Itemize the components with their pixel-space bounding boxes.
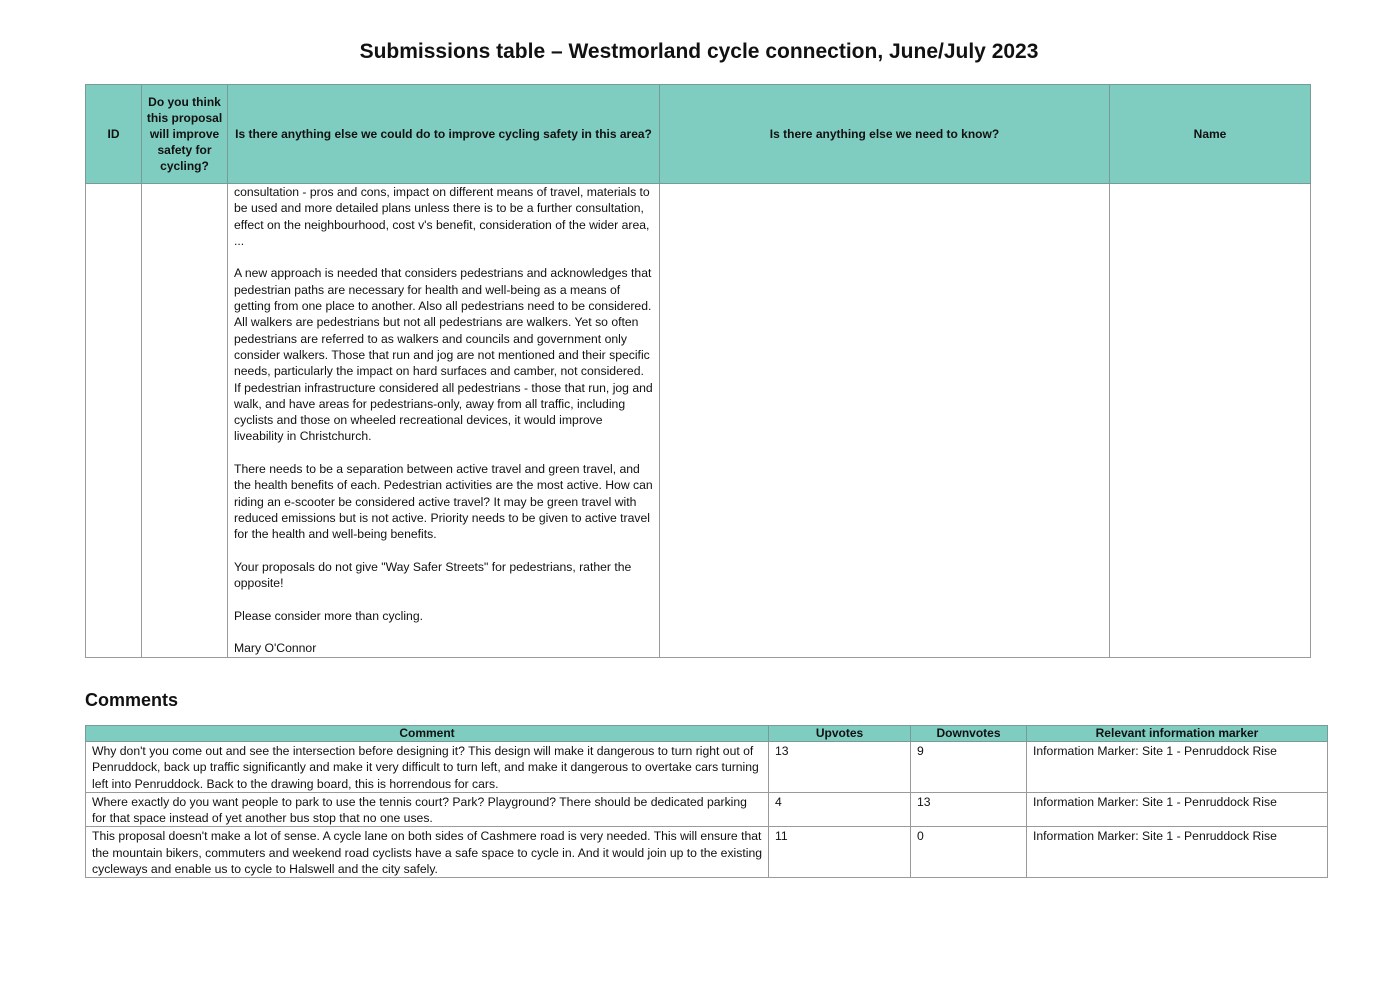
submission-name-cell	[1110, 184, 1311, 658]
comment-row	[86, 742, 1328, 793]
submission-need-to-know-cell	[660, 184, 1110, 658]
comment-downvotes: 0	[911, 827, 1027, 878]
submission-id-cell	[86, 184, 142, 658]
comment-text: Why don't you come out and see the intersection before designing it? This design will make it dangerous to turn right out of Penruddock, back up traffic significantly and make it very difficult to turn left, and make it dangerous to overtake cars turning left into Penruddock. Back to the drawing board, this is horrendous for cars.	[86, 742, 769, 793]
submission-paragraph: A new approach is needed that considers pedestrians and acknowledges that pedestrian paths are necessary for health and well-being as a means of getting from one place to another. Also all pedestrians need to be considered. All walkers are pedestrians but not all pedestrians are walkers. Yet so often pedestrians are referred to as walkers and councils and government only consider walkers. Those that run and jog are not mentioned and their specific needs, particularly the impact on hard surfaces and camber, not considered. If pedestrian infrastructure considered all pedestrians - those that run, jog and walk, and have areas for pedestrians-only, away from all traffic, including cyclists and those on wheeled recreational devices, it would improve liveability in Christchurch.	[234, 266, 653, 444]
submission-paragraph: Your proposals do not give "Way Safer Streets" for pedestrians, rather the opposite!	[234, 559, 632, 591]
comments-header-row	[86, 726, 1328, 742]
comments-title: Comments	[85, 690, 179, 710]
comment-text: Where exactly do you want people to park to use the tennis court? Park? Playground? There should be dedicated parking for that space instead of yet another bus stop that no one uses.	[86, 792, 769, 827]
header-improve-cycling: Is there anything else we could do to improve cycling safety in this area?	[228, 85, 660, 184]
comment-marker: Information Marker: Site 1 - Penruddock Rise	[1027, 792, 1328, 827]
submissions-table	[85, 84, 1311, 658]
header-id: ID	[86, 85, 142, 184]
header-name: Name	[1110, 85, 1311, 184]
submission-paragraph: consultation - pros and cons, impact on different means of travel, materials to be used and more detailed plans unless there is to be a further consultation, effect on the neighbourhood, cost v's benefit, consideration of the wider area, ...	[234, 185, 650, 248]
header-improve-safety: Do you think this proposal will improve safety for cycling?	[142, 85, 228, 184]
comment-downvotes: 13	[911, 792, 1027, 827]
page-title: Submissions table – Westmorland cycle connection, June/July 2023	[359, 40, 1039, 63]
header-upvotes: Upvotes	[769, 726, 911, 742]
comments-table	[85, 725, 1328, 878]
comment-row	[86, 827, 1328, 878]
comment-text: This proposal doesn't make a lot of sense. A cycle lane on both sides of Cashmere road is very needed. This will ensure that the mountain bikers, commuters and weekend road cyclists have a safe space to cycle in. And it would join up to the existing cycleways and enable us to cycle to Halswell and the city safely.	[86, 827, 769, 878]
header-need-to-know: Is there anything else we need to know?	[660, 85, 1110, 184]
comment-row	[86, 792, 1328, 827]
comment-upvotes: 4	[769, 792, 911, 827]
comment-marker: Information Marker: Site 1 - Penruddock Rise	[1027, 742, 1328, 793]
submission-paragraph: There needs to be a separation between active travel and green travel, and the health benefits of each. Pedestrian activities are the most active. How can riding an e-scooter be considered active travel? It may be green travel with reduced emissions but is not active. Priority needs to be given to active travel for the health and well-being benefits.	[234, 462, 653, 542]
submission-paragraph: Please consider more than cycling.	[234, 608, 424, 623]
comment-upvotes: 11	[769, 827, 911, 878]
comment-downvotes: 9	[911, 742, 1027, 793]
comment-marker: Information Marker: Site 1 - Penruddock Rise	[1027, 827, 1328, 878]
comment-upvotes: 13	[769, 742, 911, 793]
submission-improve-cycling-cell	[228, 184, 660, 658]
submission-row	[86, 184, 1311, 658]
submissions-header-row	[86, 85, 1311, 184]
submission-signature: Mary O'Connor	[234, 641, 317, 656]
header-downvotes: Downvotes	[911, 726, 1027, 742]
header-comment: Comment	[86, 726, 769, 742]
header-marker: Relevant information marker	[1027, 726, 1328, 742]
submission-improve-safety-cell	[142, 184, 228, 658]
